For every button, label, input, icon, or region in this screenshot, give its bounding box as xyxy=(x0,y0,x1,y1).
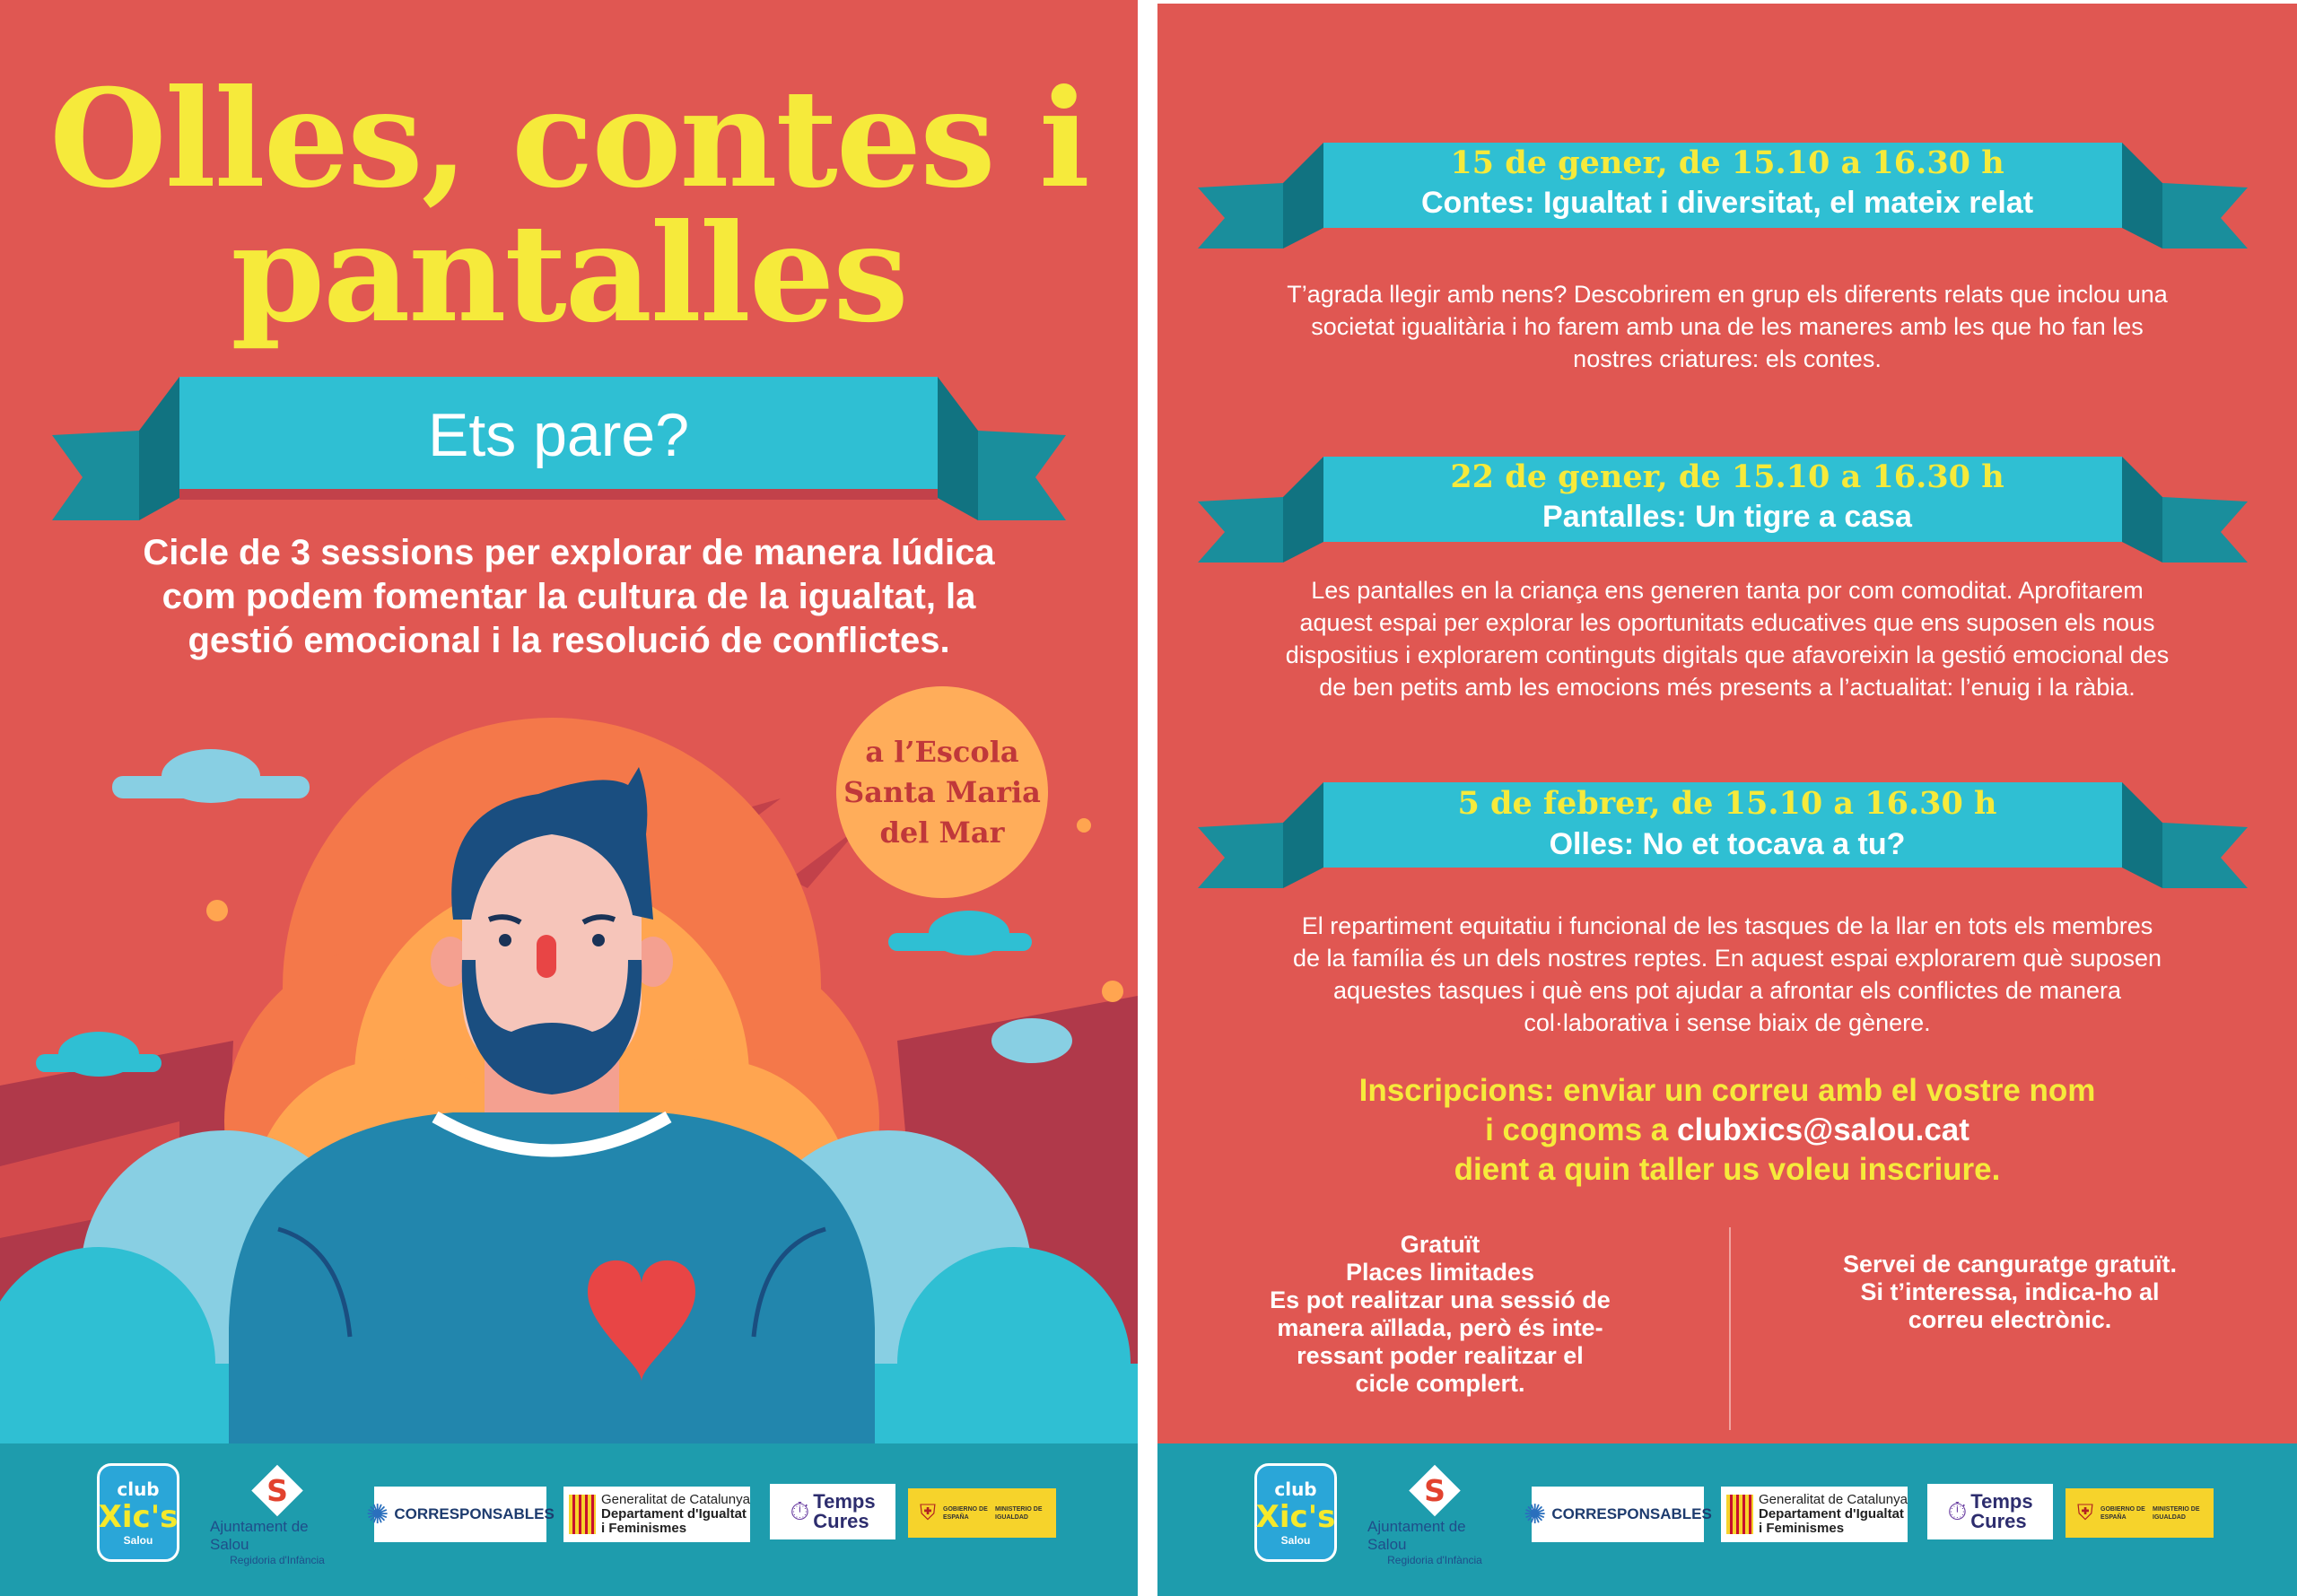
svg-text:S: S xyxy=(266,1472,288,1508)
temps-line-1: Temps xyxy=(813,1490,876,1513)
inscription-line-1: Inscripcions: enviar un correu amb el vostre nom xyxy=(1358,1073,2096,1108)
generalitat-line-3: i Feminismes xyxy=(601,1521,687,1536)
intro-line-2: com podem fomentar la cultura de la igualtat, la xyxy=(162,577,976,616)
ajuntament-line-1: Ajuntament de Salou xyxy=(210,1518,309,1553)
generalitat-logo xyxy=(1721,1487,1908,1542)
temps-cures-logo xyxy=(1927,1484,2053,1539)
club-logo-main: Xic's xyxy=(98,1499,179,1535)
club-logo-bottom: Salou xyxy=(1280,1534,1311,1547)
temps-cures-logo xyxy=(770,1484,895,1539)
session-2-name: Pantalles: Un tigre a casa xyxy=(1542,500,1912,534)
ajuntament-line-1: Ajuntament de Salou xyxy=(1367,1518,1466,1553)
session-1-description xyxy=(1247,278,2207,375)
senyera-icon xyxy=(569,1495,596,1534)
info-left-line: ressant poder realitzar el xyxy=(1297,1342,1584,1369)
corresponsables-text: CORRESPONSABLES xyxy=(1551,1505,1712,1522)
info-left-line: manera aïllada, però és inte- xyxy=(1277,1314,1603,1341)
senyera-icon xyxy=(1726,1495,1753,1534)
intro-line-1: Cicle de 3 sessions per explorar de manera lúdica xyxy=(143,533,995,572)
footer-logos xyxy=(1157,1443,2297,1596)
corresponsables-star-icon: ✺ xyxy=(1524,1499,1547,1530)
session-2-desc-line: aquest espai per explorar les oportunitats educatives que ens suposen els nous xyxy=(1299,609,2155,636)
timer-icon: ⏱ xyxy=(1947,1496,1968,1525)
session-3-description xyxy=(1247,910,2207,1039)
info-right-line: Servei de canguratge gratuït. xyxy=(1842,1251,2178,1278)
generalitat-line-2: Departament d'Igualtat xyxy=(601,1506,747,1522)
session-2-description xyxy=(1247,574,2207,703)
intro-line-3: gestió emocional i la resolució de conflictes. xyxy=(188,621,950,660)
session-3-desc-line: de la família és un dels nostres reptes. En aquest espai explorarem què suposen xyxy=(1292,945,2162,972)
info-left-line: cicle complert. xyxy=(1355,1370,1525,1397)
title-line-2: pantalles xyxy=(231,195,907,353)
ajuntament-line-2: Regidoria d'Infància xyxy=(1387,1554,1482,1566)
ajuntament-line-2: Regidoria d'Infància xyxy=(230,1554,325,1566)
info-left-line: Es pot realitzar una sessió de xyxy=(1270,1286,1611,1313)
session-1-desc-line: nostres criatures: els contes. xyxy=(1573,345,1882,372)
inscription-prefix: i cognoms a xyxy=(1485,1112,1677,1147)
club-logo-main: Xic's xyxy=(1255,1499,1336,1535)
ajuntament-salou-logo xyxy=(210,1463,345,1566)
session-3-desc-line: El repartiment equitatiu i funcional de les tasques de la llar en tots els membres xyxy=(1301,912,2153,939)
intro-text xyxy=(63,531,1075,663)
club-xics-logo xyxy=(97,1463,179,1562)
session-2-desc-line: Les pantalles en la criança ens generen tanta por com comoditat. Aprofitarem xyxy=(1311,577,2144,604)
svg-text:S: S xyxy=(1424,1472,1445,1508)
location-line-1: a l’Escola xyxy=(865,734,1019,769)
gobierno-text: GOBIERNO DE ESPAÑA xyxy=(943,1505,988,1521)
corresponsables-text: CORRESPONSABLES xyxy=(394,1505,555,1522)
generalitat-line-1: Generalitat de Catalunya xyxy=(1759,1492,1908,1507)
ministerio-text: MINISTERIO DE IGUALDAD xyxy=(995,1505,1043,1521)
session-3-date: 5 de febrer, de 15.10 a 16.30 h xyxy=(1457,785,1997,822)
club-xics-logo xyxy=(1254,1463,1337,1562)
footer-logos xyxy=(0,1443,1138,1596)
ajuntament-salou-logo xyxy=(1367,1463,1502,1566)
club-logo-top: club xyxy=(117,1478,160,1500)
info-right xyxy=(1777,1251,2243,1334)
session-2-date: 22 de gener, de 15.10 a 16.30 h xyxy=(1450,458,2004,495)
session-ribbons xyxy=(1157,4,2297,901)
session-3-name: Olles: No et tocava a tu? xyxy=(1549,827,1906,861)
inscription-email-link[interactable]: clubxics@salou.cat xyxy=(1677,1112,1969,1147)
left-panel xyxy=(0,0,1138,1596)
temps-line-1: Temps xyxy=(1970,1490,2033,1513)
session-1-desc-line: T’agrada llegir amb nens? Descobrirem en grup els diferents relats que inclou una xyxy=(1287,281,2168,308)
inscription-block xyxy=(1157,1071,2297,1190)
location-line-3: del Mar xyxy=(879,815,1005,850)
info-left xyxy=(1216,1231,1664,1398)
session-1-name: Contes: Igualtat i diversitat, el mateix relat xyxy=(1420,186,2034,220)
title-line-1: Olles, contes i xyxy=(49,60,1088,218)
info-right-line: Si t’interessa, indica-ho al xyxy=(1860,1278,2160,1305)
session-3-desc-line: aquestes tasques i què ens pot ajudar a afrontar els conflictes de manera xyxy=(1332,977,2122,1004)
session-2-desc-line: de ben petits amb les emocions més presents a l’actualitat: l’enuig i la ràbia. xyxy=(1319,674,2135,701)
location-line-2: Santa Maria xyxy=(843,774,1041,809)
session-1-desc-line: societat igualitària i ho farem amb una de les maneres amb les que ho fan les xyxy=(1311,313,2144,340)
generalitat-line-2: Departament d'Igualtat xyxy=(1759,1506,1904,1522)
info-left-line: Gratuït xyxy=(1400,1231,1480,1258)
location-bubble xyxy=(836,686,1048,898)
session-1-date: 15 de gener, de 15.10 a 16.30 h xyxy=(1450,144,2004,181)
generalitat-line-3: i Feminismes xyxy=(1759,1521,1845,1536)
club-logo-top: club xyxy=(1274,1478,1317,1500)
ministerio-text: MINISTERIO DE IGUALDAD xyxy=(2153,1505,2200,1521)
gobierno-logo xyxy=(2066,1488,2214,1538)
session-3-desc-line: col·laborativa i sense biaix de gènere. xyxy=(1524,1009,1931,1036)
inscription-line-3: dient a quin taller us voleu inscriure. xyxy=(1454,1152,2001,1187)
generalitat-line-1: Generalitat de Catalunya xyxy=(601,1492,750,1507)
ribbon-label: Ets pare? xyxy=(427,401,690,469)
right-panel xyxy=(1157,4,2297,1596)
club-logo-bottom: Salou xyxy=(123,1534,153,1547)
gobierno-text: GOBIERNO DE ESPAÑA xyxy=(2100,1505,2145,1521)
salou-s-icon xyxy=(246,1463,309,1518)
inscription-line-2 xyxy=(1157,1111,2297,1150)
corresponsables-logo xyxy=(366,1487,555,1542)
temps-line-2: Cures xyxy=(1970,1510,2027,1532)
gobierno-logo xyxy=(908,1488,1056,1538)
info-right-line: correu electrònic. xyxy=(1908,1306,2112,1333)
coat-of-arms-icon: ⛨ xyxy=(920,1500,936,1525)
generalitat-logo xyxy=(563,1487,750,1542)
info-divider xyxy=(1729,1227,1731,1430)
coat-of-arms-icon: ⛨ xyxy=(2077,1500,2093,1525)
corresponsables-star-icon: ✺ xyxy=(366,1499,389,1530)
corresponsables-logo xyxy=(1524,1487,1712,1542)
timer-icon: ⏱ xyxy=(790,1496,810,1525)
temps-line-2: Cures xyxy=(813,1510,869,1532)
session-2-desc-line: dispositius i explorarem continguts digitals que afavoreixin la gestió emocional des xyxy=(1285,641,2170,668)
salou-s-icon xyxy=(1403,1463,1466,1518)
info-left-line: Places limitades xyxy=(1345,1259,1535,1286)
